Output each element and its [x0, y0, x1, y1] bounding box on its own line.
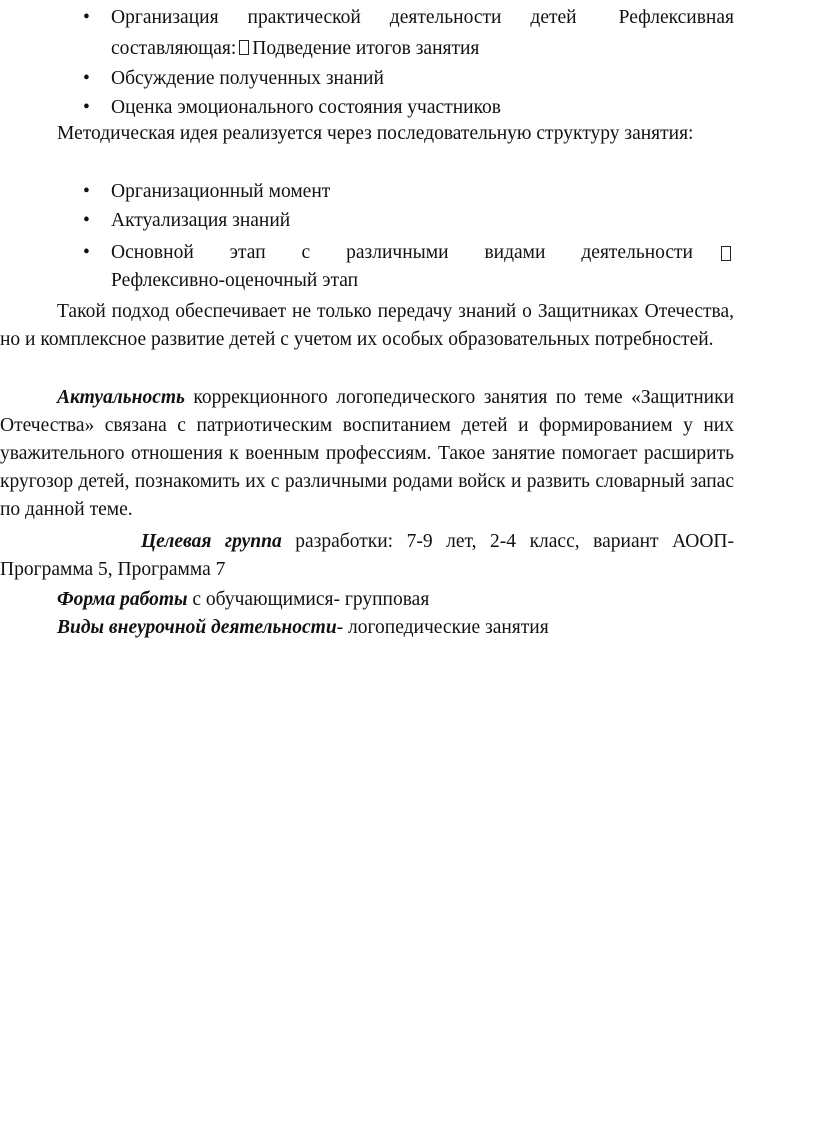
structure-list: [0, 177, 816, 295]
list-item: [0, 2, 816, 64]
list-item-text: Рефлексивная составляющая:: [111, 7, 734, 59]
bullet-icon: •: [83, 181, 90, 202]
method-paragraph: Методическая идея реализуется через последовательную структуру занятия:: [57, 123, 694, 144]
list-item-text: Актуализация знаний: [111, 210, 291, 231]
list-item-text: Обсуждение полученных знаний: [111, 68, 384, 89]
bullet-icon: •: [83, 242, 90, 263]
list-item: [0, 239, 816, 295]
activity-types-text: - логопедические занятия: [336, 617, 549, 638]
reflection-list: [0, 2, 816, 122]
list-item-text: Оценка эмоционального состояния участников: [111, 97, 502, 118]
target-group-text: разработки: 7-9 лет, 2-4 класс, вариант АООП- Программа 5, Программа 7: [0, 531, 734, 580]
list-item-text: Организация практической деятельности детей: [111, 7, 577, 28]
activity-types-paragraph: [0, 614, 734, 642]
list-item-line: [111, 239, 734, 267]
list-item: [0, 93, 816, 122]
missing-glyph-icon: [721, 246, 731, 261]
list-item: [0, 64, 816, 93]
bullet-icon: •: [83, 7, 90, 28]
bullet-icon: •: [83, 68, 90, 89]
work-form-text: с обучающимися- групповая: [187, 589, 430, 610]
list-item: [0, 206, 816, 235]
target-group-paragraph: [0, 528, 734, 584]
work-form-paragraph: [0, 586, 734, 614]
missing-glyph-icon: [239, 40, 249, 55]
bullet-icon: •: [83, 97, 90, 118]
relevance-paragraph: [0, 384, 734, 524]
approach-paragraph: Такой подход обеспечивает не только передачу знаний о Защитниках Отечества, но и комплексное развитие детей с учетом их особых образовательных потребностей.: [0, 301, 734, 350]
bullet-icon: •: [83, 210, 90, 231]
target-group-term: Целевая группа: [141, 531, 282, 552]
relevance-term: Актуальность: [57, 387, 185, 408]
work-form-term: Форма работы: [57, 589, 188, 610]
activity-types-term: Виды внеурочной деятельности: [57, 617, 337, 638]
list-item: [0, 177, 816, 206]
list-item-text: Подведение итогов занятия: [252, 38, 480, 59]
list-item-text: Рефлексивно-оценочный этап: [111, 270, 359, 291]
list-item-text: Организационный момент: [111, 181, 331, 202]
relevance-text: коррекционного логопедического занятия по теме «Защитники Отечества» связана с патриотическим воспитанием детей и формированием у них уважительного отношения к военным профессиям. Такое занятие помогает расширить кругозор детей, познакомить их с различными родами войск и развить словарный запас по данной теме.: [0, 387, 734, 520]
list-item-text: Основной этап с различными видами деятельности: [111, 242, 693, 263]
